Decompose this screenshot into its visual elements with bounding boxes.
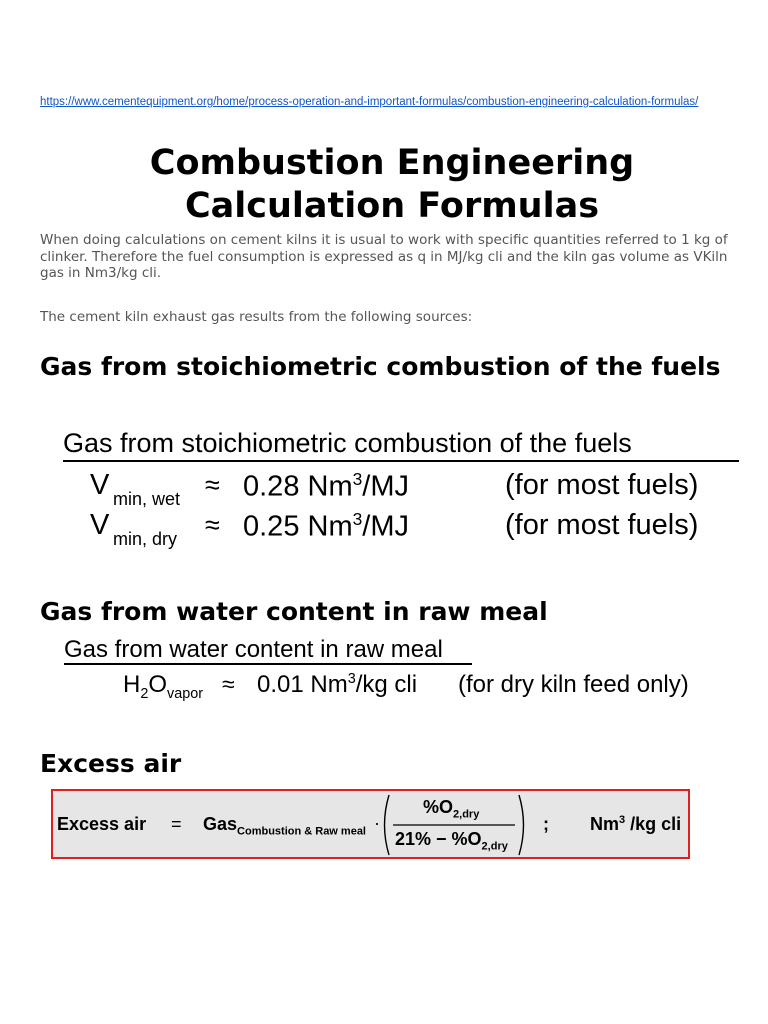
formula-subscript: min, dry [113, 529, 178, 549]
sources-paragraph: The cement kiln exhaust gas results from the following sources: [40, 309, 473, 325]
approx-symbol: ≈ [222, 671, 235, 697]
section-heading-excess-air: Excess air [40, 749, 182, 778]
formula-unit: Nm$^3$ /kg cli [590, 814, 682, 834]
approx-symbol: ≈ [205, 470, 220, 500]
figure-underline [64, 663, 472, 665]
intro-paragraph: When doing calculations on cement kilns it is usual to work with specific quantities referred to 1 kg of clinker. Therefore the fuel consumption is expressed as q in MJ/kg cli and the kiln gas volume as VKiln gas in Nm3/kg cli. [40, 232, 728, 281]
section-heading-stoichiometric: Gas from stoichiometric combustion of the fuels [40, 352, 721, 381]
formula-note: (for dry kiln feed only) [458, 671, 689, 698]
excess-air-formula-box [51, 789, 690, 859]
formula-separator: ; [543, 814, 549, 834]
figure-title: Gas from water content in raw meal [64, 636, 443, 663]
source-link[interactable]: https://www.cementequipment.org/home/process-operation-and-important-formulas/combustion-engineering-calculation-formulas/ [40, 96, 699, 108]
formula-value: 0.01 Nm$^3$/kg cli [257, 671, 418, 698]
dot-operator: · [374, 813, 380, 833]
formula-lhs: Excess air [57, 814, 147, 834]
formula-value: 0.25 Nm$^3$/MJ [243, 509, 409, 543]
equals-symbol: = [171, 814, 182, 834]
section-heading-water-content: Gas from water content in raw meal [40, 597, 548, 626]
formula-variable: V [90, 509, 110, 541]
formula-value: 0.28 Nm$^3$/MJ [243, 469, 409, 503]
approx-symbol: ≈ [205, 510, 220, 540]
fraction-denominator: $21\% - \%O_{2,dry}$ [395, 829, 508, 853]
formula-gas: Gas$_{Combustion \& Raw meal}$ [203, 814, 366, 838]
formula-variable: V [90, 469, 110, 501]
fraction-numerator: $\%O_{2,dry}$ [423, 797, 480, 821]
formula-variable: $H_2O_{vapor}$ [123, 671, 204, 702]
figure-underline [63, 460, 739, 462]
formula-note: (for most fuels) [505, 509, 699, 541]
formula-note: (for most fuels) [505, 469, 699, 501]
formula-subscript: min, wet [113, 489, 181, 509]
figure-title: Gas from stoichiometric combustion of the fuels [63, 428, 632, 458]
page-title: Combustion Engineering Calculation Formulas [149, 143, 635, 226]
